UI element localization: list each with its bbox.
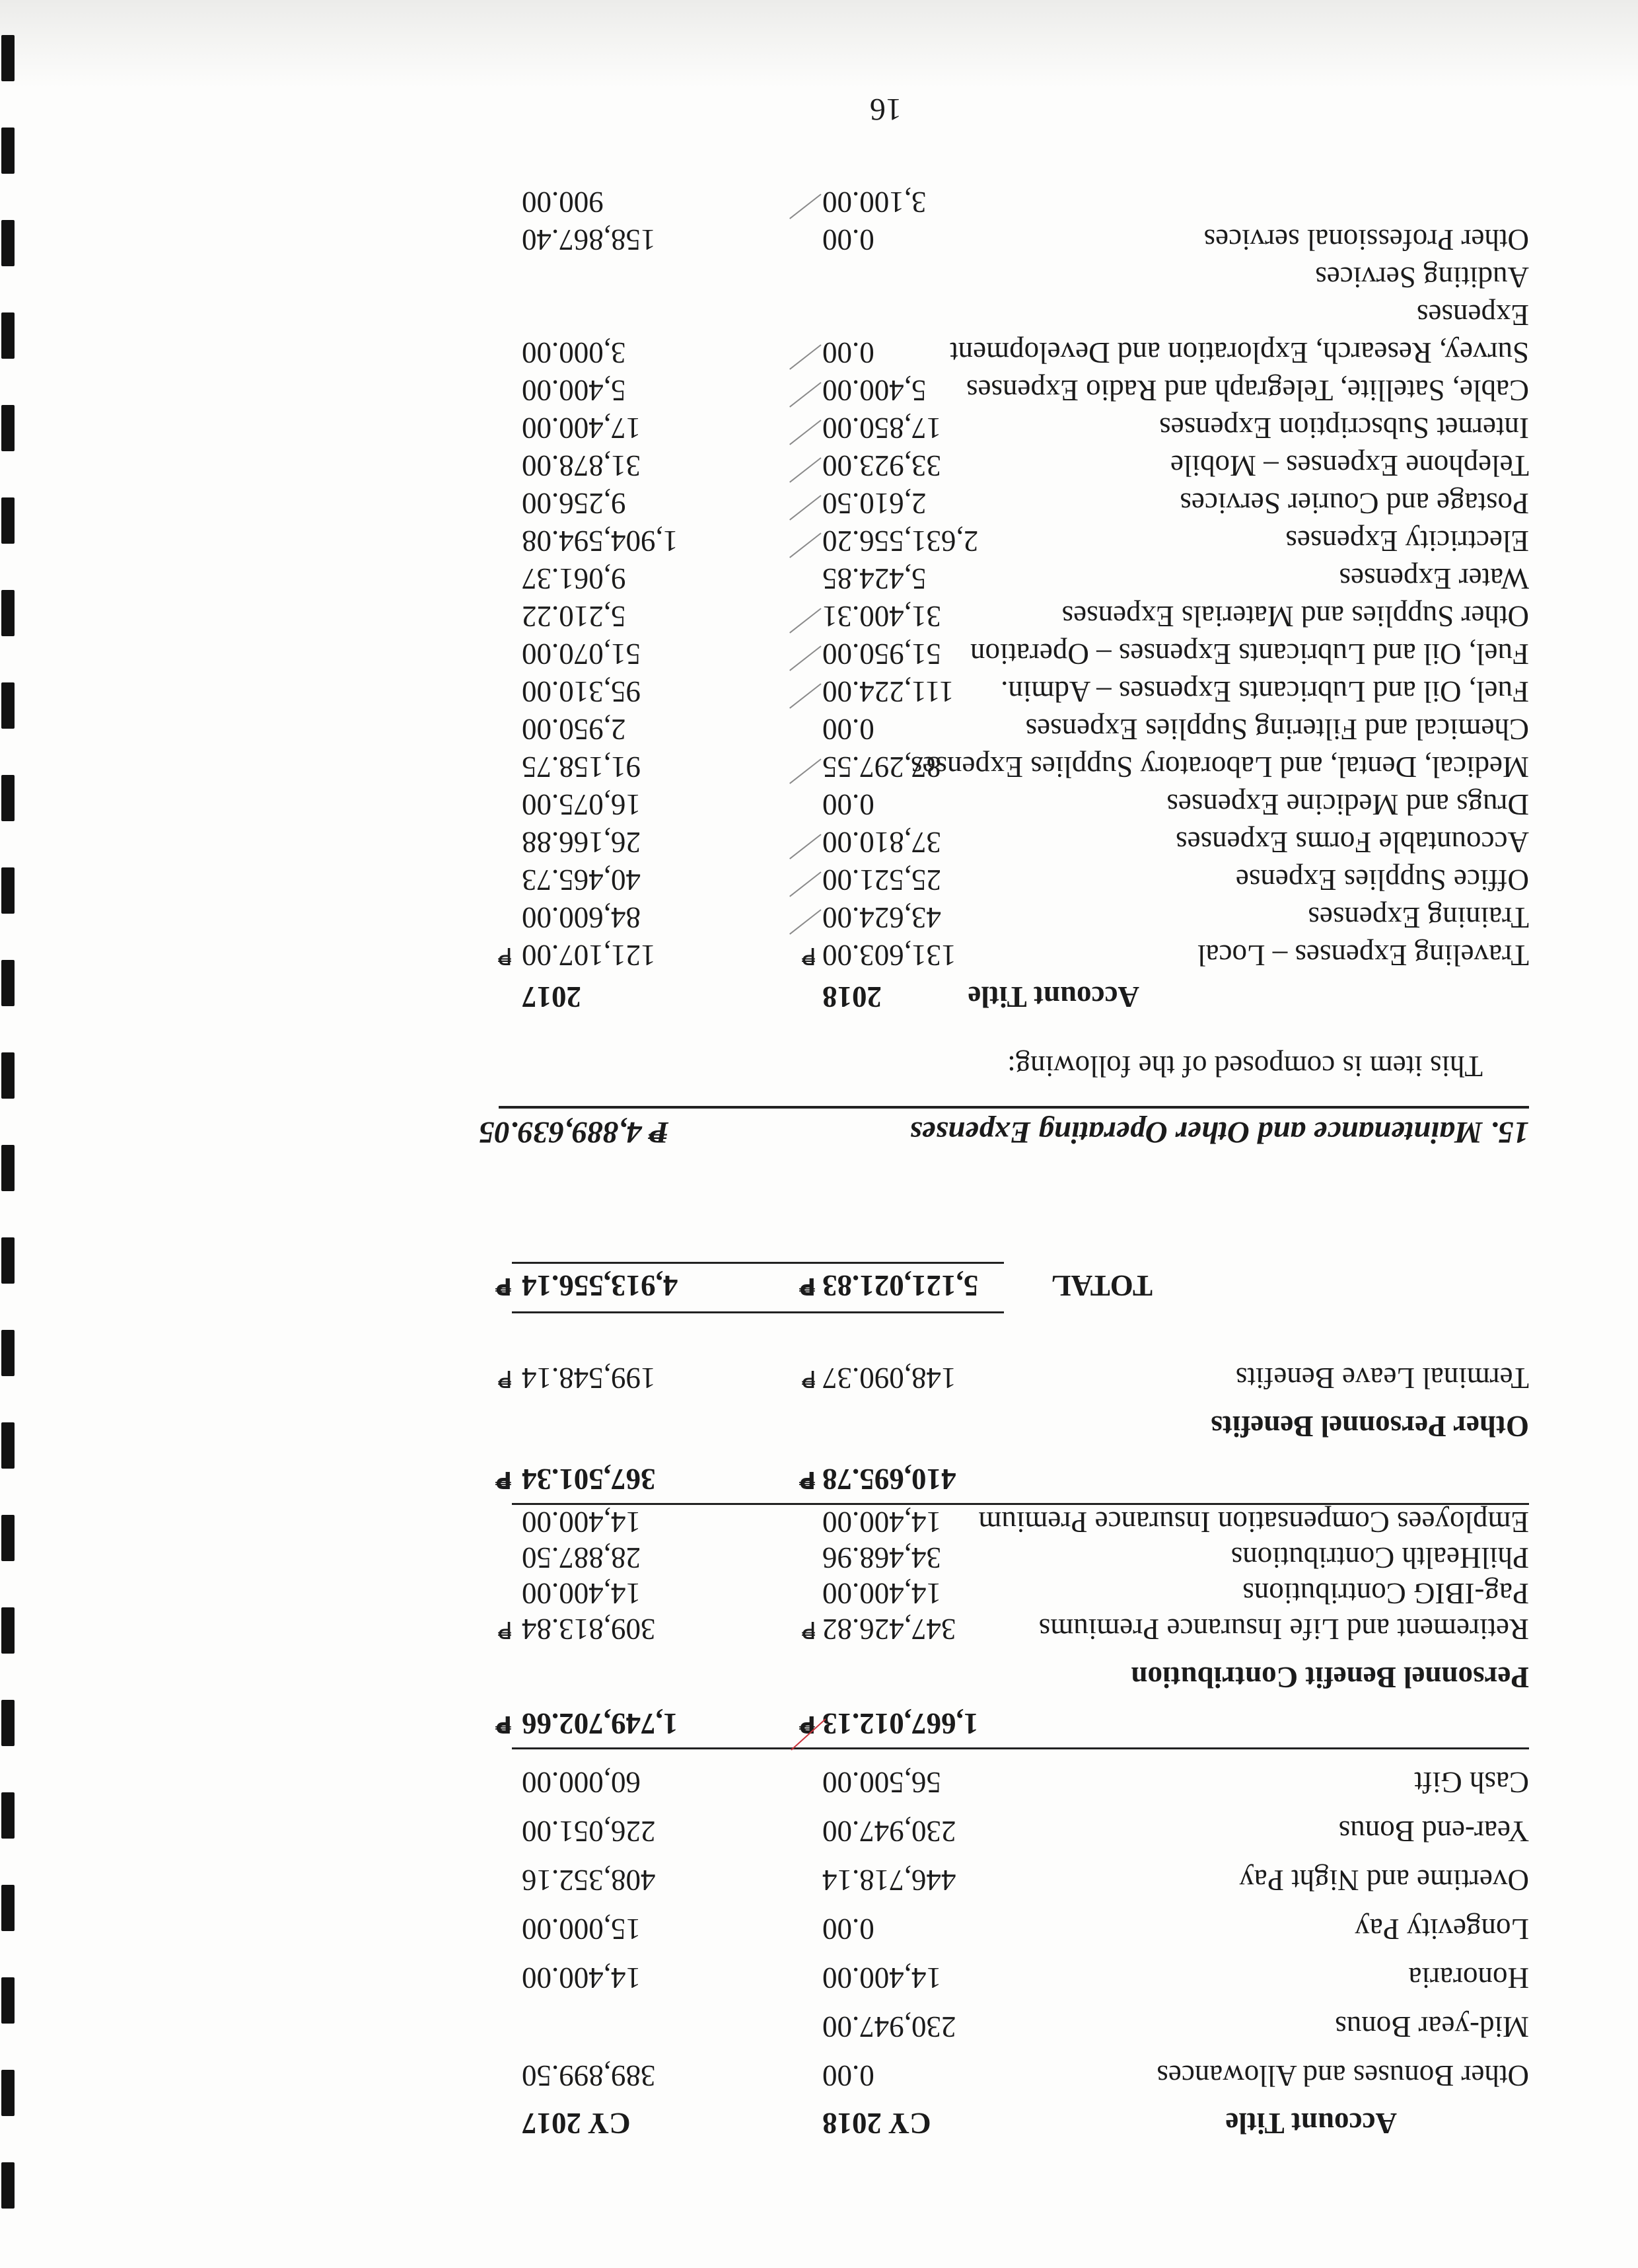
binding-hole <box>1 1607 15 1654</box>
s14-pbc-rule <box>512 1503 1529 1505</box>
s14-opb-item-row <box>175 1359 1529 1397</box>
scan-edge-shadow <box>0 0 1638 88</box>
s15-account-title-header: Account Title <box>968 980 1139 1013</box>
s14-cy2018-header: CY 2018 <box>822 2107 931 2140</box>
s15-item-row <box>175 409 1529 447</box>
peso-sign: ₱ <box>799 1710 816 1738</box>
s15-item-row <box>175 183 1529 221</box>
s15-item-row <box>175 221 1529 259</box>
s14-pbc-item-row <box>175 1610 1529 1648</box>
s15-item-row <box>175 522 1529 560</box>
s15-item-value-2017: 16,075.00 <box>522 788 641 821</box>
binding-hole <box>1 1330 15 1376</box>
s15-item-value-2017: 26,166.88 <box>522 826 641 859</box>
binding-hole <box>1 35 15 81</box>
s15-item-label: Accountable Forms Expenses <box>1176 826 1529 859</box>
peso-sign: ₱ <box>799 1466 816 1493</box>
s15-item-row <box>175 597 1529 636</box>
s15-item-value-2017: 91,158.75 <box>522 750 641 784</box>
s15-item-row <box>175 258 1529 297</box>
s14-total-top-rule <box>512 1311 1004 1313</box>
binding-hole <box>1 867 15 914</box>
s15-item-value-2017: 5,210.22 <box>522 600 626 633</box>
s14-item-value-2018: 230,947.00 <box>822 1815 956 1848</box>
binding-hole <box>1 1792 15 1839</box>
s15-title: 15. Maintenance and Other Operating Expenses <box>909 1115 1529 1150</box>
s15-item-value-2018: 31,400.31 <box>822 600 941 633</box>
s14-pbc-item-label: Pag-IBIG Contributions <box>1242 1577 1529 1610</box>
s15-item-value-2017: 31,878.00 <box>522 449 641 482</box>
s14-opb-heading <box>175 1407 1529 1445</box>
s15-item-row <box>175 560 1529 598</box>
s15-title-rule <box>499 1106 1529 1109</box>
s15-2018-header: 2018 <box>822 980 882 1013</box>
s15-intro: This item is composed of the following: <box>1007 1050 1483 1083</box>
s15-item-label: Cable, Satellite, Telegraph and Radio Expenses <box>966 374 1529 407</box>
s14-pbc-total-2018: 410,695.78 <box>822 1463 956 1496</box>
s15-item-value-2018: 37,810.00 <box>822 826 941 859</box>
s14-item-value-2018: 0.00 <box>822 2059 874 2092</box>
s14-opb-item-value-2018: 148,090.37 <box>822 1362 956 1395</box>
s14-pbc-item-value-2017: 14,400.00 <box>522 1577 641 1610</box>
s14-item-row <box>175 1812 1529 1850</box>
s15-item-row <box>175 748 1529 786</box>
s14-item-label: Other Bonuses and Allowances <box>1157 2059 1529 2092</box>
s15-item-label: Expenses <box>1417 299 1529 332</box>
s15-item-value-2018: 51,950.00 <box>822 638 941 671</box>
binding-holes <box>1 0 16 2268</box>
s15-item-value-2018: 2,610.50 <box>822 487 927 520</box>
s14-item-label: Year-end Bonus <box>1338 1815 1529 1848</box>
binding-hole <box>1 1885 15 1931</box>
s15-item-label: Postage and Courier Services <box>1180 487 1529 520</box>
s15-item-label: Electricity Expenses <box>1285 525 1529 558</box>
s15-item-value-2018: 5,400.00 <box>822 374 927 407</box>
s15-item-label: Fuel, Oil and Lubricants Expenses – Admin. <box>1001 675 1529 708</box>
s15-item-label: Other Supplies and Materials Expenses <box>1061 600 1529 633</box>
s15-item-row <box>175 823 1529 861</box>
s15-item-row <box>175 484 1529 523</box>
s14-item-value-2018: 0.00 <box>822 1913 874 1946</box>
s14-opb-item-label: Terminal Leave Benefits <box>1235 1362 1529 1395</box>
s15-item-row <box>175 447 1529 485</box>
s15-item-value-2018: 0.00 <box>822 713 874 746</box>
s14-pbc-item-row <box>175 1503 1529 1541</box>
s14-item-row <box>175 2057 1529 2095</box>
s15-item-value-2017: 84,600.00 <box>522 901 641 934</box>
s15-item-value-2017: 158,867.40 <box>522 223 656 256</box>
s15-item-value-2018: 33,923.00 <box>822 449 941 482</box>
s14-item-value-2017: 14,400.00 <box>522 1961 641 1994</box>
s15-item-row <box>175 296 1529 334</box>
s14-group1-total-2017: 1,749,702.66 <box>522 1707 678 1740</box>
s15-item-value-2017: 9,061.37 <box>522 562 626 595</box>
s15-item-value-2018: 3,100.00 <box>822 186 927 219</box>
s14-pbc-item-label: PhilHealth Contributions <box>1230 1541 1529 1574</box>
s15-item-value-2018: 0.00 <box>822 336 874 369</box>
s14-group1-rule <box>512 1747 1529 1749</box>
s15-item-value-2018: 131,603.00 <box>822 939 956 972</box>
s15-intro-row <box>175 1047 1529 1085</box>
s14-item-value-2018: 14,400.00 <box>822 1961 941 1994</box>
s14-pbc-item-value-2017: 28,887.50 <box>522 1541 641 1574</box>
s14-account-title-header: Account Title <box>1225 2107 1397 2140</box>
s14-group1-total-row <box>175 1704 1529 1743</box>
s14-item-row <box>175 2008 1529 2046</box>
binding-hole <box>1 1052 15 1099</box>
s14-pbc-item-row <box>175 1574 1529 1613</box>
s15-item-label: Survey, Research, Exploration and Development <box>950 336 1529 369</box>
s14-pbc-item-value-2017: 14,400.00 <box>522 1506 641 1539</box>
s15-item-label: Traveling Expenses – Local <box>1197 939 1529 972</box>
s14-total-2018: 5,121,021.83 <box>822 1269 979 1302</box>
s15-item-label: Other Professional services <box>1203 223 1529 256</box>
s14-pbc-total-row <box>175 1460 1529 1498</box>
binding-hole <box>1 2162 15 2209</box>
s15-item-row <box>175 786 1529 824</box>
binding-hole <box>1 128 15 174</box>
peso-sign: ₱ <box>495 1272 512 1299</box>
s15-item-label: Chemical and Filtering Supplies Expenses <box>1025 713 1529 746</box>
s14-item-label: Mid-year Bonus <box>1335 2010 1529 2043</box>
binding-hole <box>1 497 15 544</box>
s14-item-row <box>175 1910 1529 1948</box>
binding-hole <box>1 220 15 266</box>
s15-header-row <box>175 978 1529 1016</box>
s15-item-row <box>175 898 1529 937</box>
s15-item-value-2018: 0.00 <box>822 788 874 821</box>
s14-item-value-2017: 389,899.50 <box>522 2059 656 2092</box>
s14-total-label: TOTAL <box>1051 1269 1153 1302</box>
s14-pbc-item-value-2018: 34,468.96 <box>822 1541 941 1574</box>
s14-pbc-heading-text: Personnel Benefit Contribution <box>1131 1661 1529 1694</box>
binding-hole <box>1 775 15 821</box>
s15-item-row <box>175 710 1529 749</box>
s14-pbc-item-value-2018: 347,426.82 <box>822 1613 956 1646</box>
s15-item-row <box>175 635 1529 673</box>
s14-item-value-2017: 15,000.00 <box>522 1913 641 1946</box>
s14-item-value-2018: 230,947.00 <box>822 2010 956 2043</box>
s14-pbc-item-value-2017: 309,813.84 <box>522 1613 656 1646</box>
binding-hole <box>1 405 15 451</box>
s15-item-label: Drugs and Medicine Expenses <box>1166 788 1529 821</box>
s15-item-value-2018: 111,224.00 <box>822 675 954 708</box>
s15-item-row <box>175 673 1529 711</box>
s15-item-label: Telephone Expenses – Mobile <box>1170 449 1529 482</box>
binding-hole <box>1 1515 15 1561</box>
s15-item-label: Water Expenses <box>1339 562 1529 595</box>
s14-pbc-item-label: Retirement and Life Insurance Premiums <box>1038 1613 1529 1646</box>
s15-item-value-2017: 95,310.00 <box>522 675 641 708</box>
binding-hole <box>1 1700 15 1746</box>
s14-header-row <box>175 2104 1529 2142</box>
s14-item-row <box>175 1959 1529 1997</box>
s15-amount: ₱ 4,889,639.05 <box>479 1115 669 1150</box>
s15-item-value-2018: 43,624.00 <box>822 901 941 934</box>
s14-pbc-item-row <box>175 1539 1529 1577</box>
s15-item-value-2017: 51,070.00 <box>522 638 641 671</box>
s14-total-bottom-rule <box>512 1262 1004 1264</box>
s15-title-row <box>175 1113 1529 1152</box>
s14-pbc-item-value-2018: 14,400.00 <box>822 1506 941 1539</box>
binding-hole <box>1 1237 15 1284</box>
s14-total-row <box>175 1266 1529 1305</box>
s15-item-row <box>175 371 1529 410</box>
s14-item-label: Overtime and Night Pay <box>1239 1864 1529 1897</box>
peso-sign: ₱ <box>495 1466 512 1493</box>
s14-total-2017: 4,913,556.14 <box>522 1269 678 1302</box>
s15-item-value-2018: 25,521.00 <box>822 863 941 896</box>
s14-pbc-item-label: Employees Compensation Insurance Premium <box>978 1506 1529 1539</box>
s15-2017-header: 2017 <box>522 980 581 1013</box>
binding-hole <box>1 682 15 729</box>
peso-sign: ₱ <box>801 1365 816 1392</box>
s15-item-value-2017: 2,950.00 <box>522 713 626 746</box>
s15-item-row <box>175 861 1529 899</box>
s15-item-label: Auditing Services <box>1315 261 1529 294</box>
s14-item-label: Honoraria <box>1408 1961 1529 1994</box>
s14-item-value-2017: 226,051.00 <box>522 1815 656 1848</box>
s15-item-value-2018: 0.00 <box>822 223 874 256</box>
peso-sign: ₱ <box>801 1616 816 1643</box>
s15-item-value-2017: 9,256.00 <box>522 487 626 520</box>
page-number: 16 <box>870 92 902 127</box>
s14-item-label: Longevity Pay <box>1355 1913 1529 1946</box>
s15-item-value-2017: 5,400.00 <box>522 374 626 407</box>
s14-pbc-total-2017: 367,501.34 <box>522 1463 656 1496</box>
s15-item-value-2018: 87,297.55 <box>822 750 941 784</box>
peso-sign: ₱ <box>497 1616 512 1643</box>
s14-item-value-2017: 60,000.00 <box>522 1766 641 1799</box>
s15-item-value-2017: 40,465.73 <box>522 863 641 896</box>
s15-item-value-2017: 3,000.00 <box>522 336 626 369</box>
s15-item-value-2018: 17,850.00 <box>822 412 941 445</box>
s15-item-value-2017: 17,400.00 <box>522 412 641 445</box>
s14-opb-heading-text: Other Personnel Benefits <box>1211 1410 1529 1443</box>
s15-item-row <box>175 334 1529 372</box>
s15-item-label: Medical, Dental, and Laboratory Supplies Expenses <box>911 750 1529 784</box>
s15-item-value-2018: 5,424.85 <box>822 562 927 595</box>
s15-item-label: Training Expenses <box>1308 901 1529 934</box>
binding-hole <box>1 312 15 359</box>
binding-hole <box>1 1977 15 2024</box>
s15-item-value-2017: 1,904,594.08 <box>522 525 678 558</box>
binding-hole <box>1 590 15 636</box>
binding-hole <box>1 1422 15 1469</box>
s15-item-row <box>175 936 1529 974</box>
s15-item-label: Office Supplies Expense <box>1235 863 1529 896</box>
s14-pbc-item-value-2018: 14,400.00 <box>822 1577 941 1610</box>
s14-group1-total-2018: 1,667,012.13 <box>822 1707 979 1740</box>
s15-item-label: Internet Subscription Expenses <box>1159 412 1529 445</box>
peso-sign: ₱ <box>799 1272 816 1299</box>
peso-sign: ₱ <box>801 942 816 969</box>
s15-item-label: Fuel, Oil and Lubricants Expenses – Operation <box>970 638 1529 671</box>
s14-opb-item-value-2017: 199,548.14 <box>522 1362 656 1395</box>
s14-item-row <box>175 1861 1529 1899</box>
binding-hole <box>1 1145 15 1191</box>
binding-hole <box>1 2070 15 2116</box>
peso-sign: ₱ <box>497 1365 512 1392</box>
s15-item-value-2017: 121,107.00 <box>522 939 656 972</box>
s14-cy2017-header: CY 2017 <box>522 2107 631 2140</box>
s14-item-value-2017: 408,352.16 <box>522 1864 656 1897</box>
s14-item-value-2018: 446,718.14 <box>822 1864 956 1897</box>
s15-item-value-2018: 2,631,556.20 <box>822 525 979 558</box>
s14-pbc-heading <box>175 1658 1529 1697</box>
peso-sign: ₱ <box>497 942 512 969</box>
peso-sign: ₱ <box>495 1710 512 1738</box>
s14-item-label: Cash Gift <box>1414 1766 1529 1799</box>
s14-item-row <box>175 1763 1529 1802</box>
s15-item-value-2017: 900.00 <box>522 186 604 219</box>
binding-hole <box>1 960 15 1006</box>
s14-item-value-2018: 56,500.00 <box>822 1766 941 1799</box>
